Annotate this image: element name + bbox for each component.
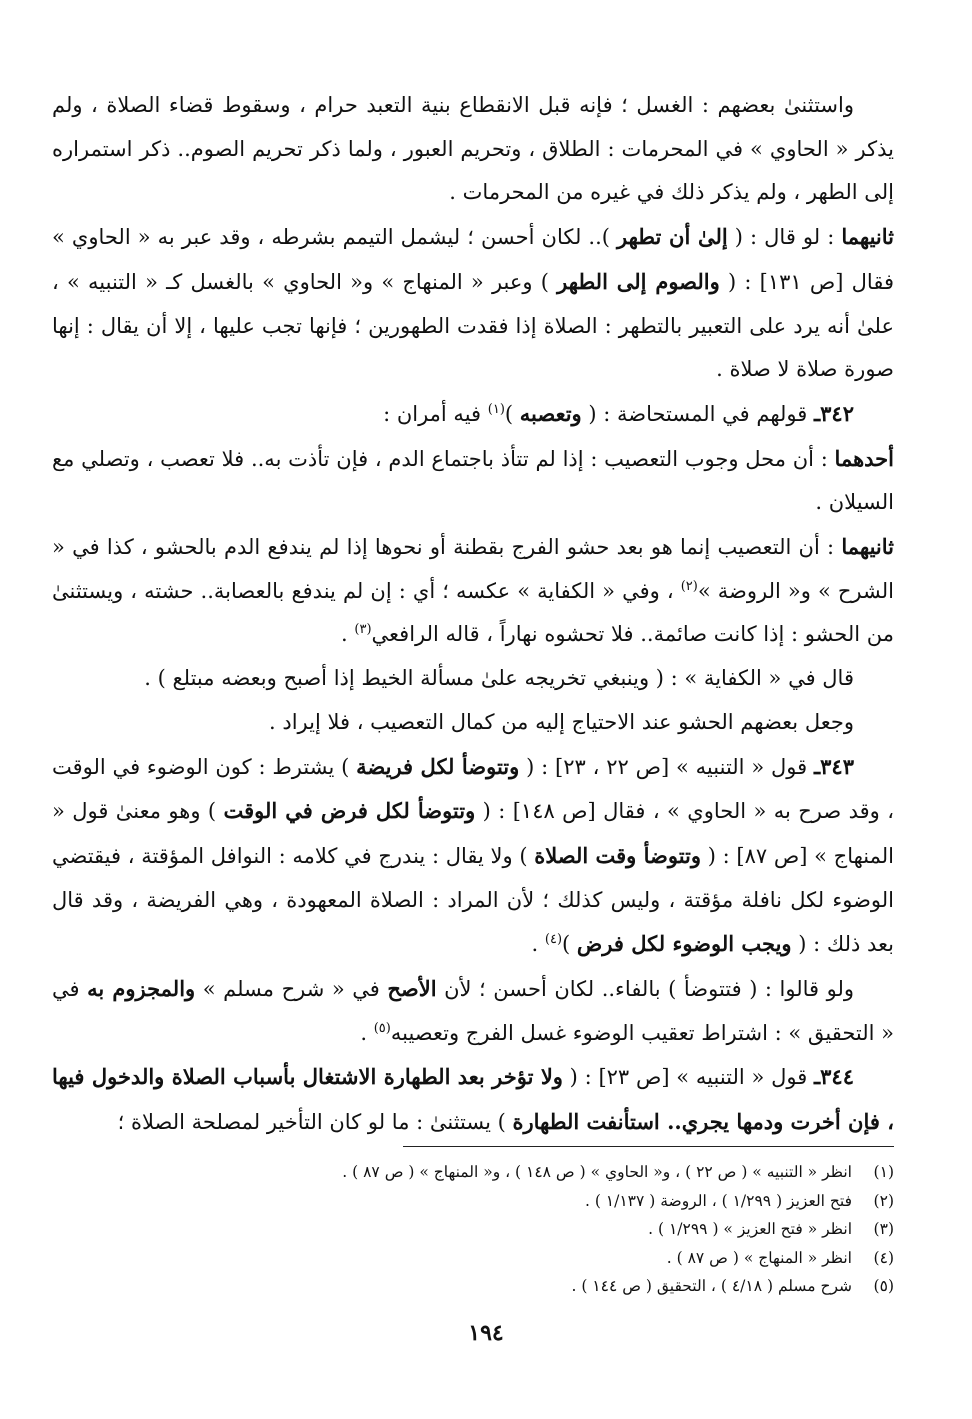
section-343-text: ) وهو معنىٰ قول « المنهاج » [ص ٨٧] : ( (52, 799, 894, 868)
page-body (52, 84, 894, 1145)
paragraph-4 (52, 437, 894, 525)
paragraph-6-text: قال في « الكفاية » : ( وينبغي تخريجه علىٰ مسألة الخيط إذا أصبح وبعضه مبتلع ) . (144, 666, 854, 691)
footnote-number: (١) (873, 1163, 894, 1181)
section-342-text: ) (504, 401, 520, 426)
paragraph-7 (52, 701, 894, 745)
footnote-text: انظر « المنهاج » ( ص ٨٧ ) . (666, 1248, 852, 1267)
section-343-text: ) يشترط : كون الوضوء في الوقت ، وقد صرح به « الحاوي » ، فقال [ص ١٤٨] : ( (52, 754, 894, 824)
section-342 (52, 392, 894, 437)
bold-quote: وتتوضأ لكل فريضة (356, 753, 520, 779)
paragraph-9-text: في « التحقيق » : اشتراط تعقيب الوضوء غسل الفرج وتعصيبه (52, 977, 894, 1045)
footnote-number: (٤) (873, 1248, 894, 1267)
lead-thaniyahuma: ثانيهما (841, 534, 894, 560)
footnote-text: انظر « التنبيه » ( ص ٢٢ ) ، و« الحاوي » ( ص ١٤٨ ) ، و« المنهاج » ( ص ٨٧ ) . (342, 1163, 852, 1181)
section-343-text: قول « التنبيه » [ص ٢٢ ، ٢٣] : ( (519, 754, 814, 779)
footnote-text: فتح العزيز ( ١/٢٩٩ ) ، الروضة ( ١/١٣٧ ) . (584, 1191, 852, 1210)
lead-thaniyahuma: ثانيهما (841, 224, 895, 250)
paragraph-1-text: واستثنىٰ بعضهم : الغسل ؛ فإنه قبل الانقطاع بنية التعبد حرام ، وسقوط قضاء الصلاة ، ولم يذكر « الحاوي » في المحرمات : الطلاق ، وتحريم العبور ، ولما ذكر تحريم الصوم.. ذكر استمراره إلى الطهر ، ولم يذكر ذلك في غيره من المحرمات . (52, 93, 894, 205)
section-number: ٣٤٣ـ (813, 753, 854, 779)
footnote-ref-4[interactable]: (٤) (544, 932, 563, 948)
bold-term: الأصح (387, 976, 437, 1002)
footnote-number: (٥) (873, 1277, 894, 1295)
paragraph-5 (52, 525, 894, 657)
paragraph-2-text: : لو قال : ( (727, 225, 842, 250)
paragraph-1 (52, 84, 894, 215)
section-344-text: ) يستثنىٰ : ما لو كان التأخير لمصلحة الصلاة ؛ (117, 1110, 513, 1135)
section-number: ٣٤٤ـ (813, 1064, 854, 1090)
footnote-ref-5[interactable]: (٥) (373, 1020, 391, 1036)
paragraph-9-text: . (360, 1020, 374, 1045)
footnote-item (52, 1272, 894, 1301)
paragraph-9-text: في « شرح مسلم » (195, 977, 388, 1002)
paragraph-2-text: ) وعبر « المنهاج » و« الحاوي » بالغسل كـ « التنبيه » ، علىٰ أنه يرد على التعبير بالتطهر : الصلاة إذا فقدت الطهورين ؛ فإنها تجب عليها ، إلا أن يقال : إنها صورة صلاة لا صلاة . (52, 269, 894, 382)
paragraph-9 (52, 967, 894, 1055)
paragraph-5-text: . (341, 622, 355, 647)
page-number: ١٩٤ (468, 1320, 504, 1346)
bold-quote: وتتوضأ وقت الصلاة (534, 842, 702, 868)
footnote-text: انظر « فتح العزيز » ( ١/٢٩٩ ) . (648, 1220, 852, 1238)
section-343-text: ) ولا يقال : يندرج في كلامه : النوافل المؤقتة ، فيقتضي الوضوء لكل نافلة مؤقتة ، وليس كذلك ؛ لأن المراد : الصلاة المعهودة ، وهي الفريضة ، وقد قال بعد ذلك : ( (52, 843, 894, 957)
section-number: ٣٤٢ـ (814, 400, 854, 426)
footnote-text: شرح مسلم ( ٤/١٨ ) ، التحقيق ( ص ١٤٤ ) . (571, 1277, 852, 1295)
section-342-text: قولهم في المستحاضة : ( (581, 401, 814, 426)
section-344-text: قول « التنبيه » [ص ٢٣] : ( (562, 1065, 814, 1090)
bold-quote: وتعصبه (519, 400, 582, 426)
paragraph-9-text: ولو قالوا : ( فتتوضأ ) بالفاء.. لكان أحسن ؛ لأن (436, 977, 854, 1002)
section-342-text: فيه أمران : (383, 401, 488, 426)
footnote-divider (403, 1146, 894, 1147)
lead-ahaduhuma: أحدهما (834, 445, 894, 471)
paragraph-2-text: ).. لكان أحسن ؛ ليشمل التيمم بشرطه ، وقد عبر به « الحاوي » فقال [ص ١٣١] : ( (52, 225, 894, 294)
paragraph-6 (52, 657, 894, 701)
footnote-ref-1[interactable]: (١) (487, 401, 505, 417)
bold-quote: وتتوضأ لكل فرض في الوقت (223, 798, 476, 824)
footnote-item (52, 1215, 894, 1244)
footnote-number: (٢) (873, 1191, 894, 1210)
paragraph-7-text: وجعل بعضهم الحشو عند الاحتياج إليه من كمال التعصيب ، فلا إيراد . (269, 709, 854, 734)
footnote-item (52, 1244, 894, 1273)
section-343 (52, 745, 894, 968)
footnote-ref-2[interactable]: (٢) (680, 578, 698, 594)
footnote-number: (٣) (873, 1220, 894, 1238)
footnote-item (52, 1158, 894, 1187)
section-343-text: . (531, 932, 545, 957)
footnote-ref-3[interactable]: (٣) (354, 622, 372, 638)
bold-term: والمجزوم به (87, 976, 196, 1002)
section-344 (52, 1055, 894, 1144)
footnotes-list (52, 1158, 894, 1301)
paragraph-2 (52, 215, 894, 392)
paragraph-5-text: : أن التعصيب إنما هو بعد حشو الفرج بقطنة أو نحوها إذا لم يندفع الدم بالحشو ، كذا في « الشرح » و« الروضة » (52, 535, 894, 603)
bold-quote: والصوم إلى الطهر (557, 268, 720, 294)
footnote-item (52, 1187, 894, 1216)
paragraph-4-text: : أن محل وجوب التعصيب : إذا لم تتأذ باجتماع الدم ، فإن تأذت به.. فلا تعصب ، وتصلي مع السيلان . (52, 446, 894, 515)
paragraph-5-text: ، وفي « الكفاية » عكسه ؛ أي : إن لم يندفع بالعصابة.. حشته ، ويستثنىٰ من الحشو : إذا كانت صائمة.. فلا تحشوه نهاراً ، قاله الرافعي (52, 578, 894, 647)
bold-quote: ولا تؤخر بعد الطهارة الاشتغال بأسباب الصلاة والدخول فيها ، فإن أخرت ودمها يجري.. استأنفت الطهارة (52, 1064, 894, 1135)
section-343-text: ) (562, 932, 577, 957)
bold-quote: إلىٰ أن تطهر (617, 224, 728, 250)
bold-quote: ويجب الوضوء لكل فرض (576, 931, 792, 957)
